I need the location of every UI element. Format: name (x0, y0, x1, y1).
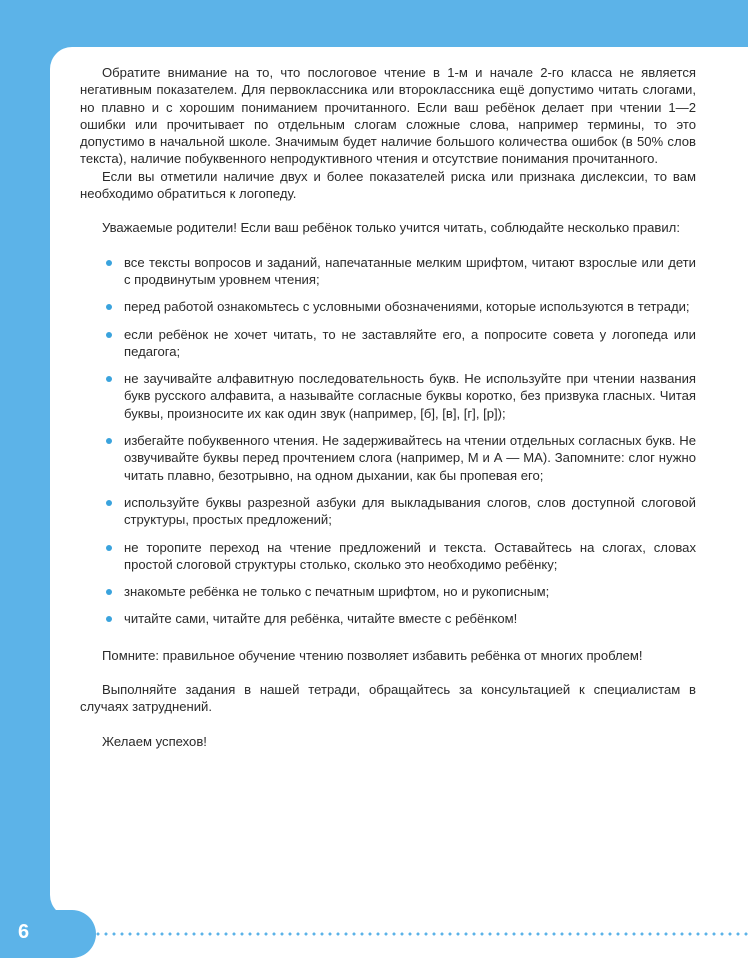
bullet-dot-icon (106, 438, 112, 444)
list-item: не заучивайте алфавитную последовательность букв. Не используйте при чтении названия букв русского алфавита, а называйте согласные буквы коротко, без призвука гласных. Читая буквы, произносите их как один звук (например, [б], [в], [г], [р]); (80, 370, 696, 422)
page-number-tab (0, 910, 96, 958)
page-number: 6 (18, 921, 30, 943)
bullet-dot-icon (106, 500, 112, 506)
rules-list (80, 254, 696, 628)
list-item: если ребёнок не хочет читать, то не заставляйте его, а попросите совета у логопеда или педагога; (80, 326, 696, 361)
page-bottom-strip (0, 910, 748, 964)
paragraph-advice: Выполняйте задания в нашей тетради, обращайтесь за консультацией к специалистам в случаях затруднений. (80, 682, 696, 715)
list-item: знакомьте ребёнка не только с печатным шрифтом, но и рукописным; (80, 583, 696, 600)
spacer (80, 638, 696, 647)
list-item: все тексты вопросов и заданий, напечатанные мелким шрифтом, читают взрослые или дети с продвинутым уровнем чтения; (80, 254, 696, 289)
list-item: не торопите переход на чтение предложений и текста. Оставайтесь на слогах, словах простой слоговой структуры столько, сколько это необходимо ребёнку; (80, 539, 696, 574)
paragraph-dear-parents: Уважаемые родители! Если ваш ребёнок только учится читать, соблюдайте несколько правил: (102, 220, 680, 236)
list-item: перед работой ознакомьтесь с условными обозначениями, которые используются в тетради; (80, 298, 696, 315)
spacer (80, 237, 696, 254)
bullet-dot-icon (106, 304, 112, 310)
paragraph-posyllabic-reading: Обратите внимание на то, что послоговое чтение в 1-м и начале 2-го класса не является негативным показателем. Для первоклассника или второклассника ещё допустимо читать слогами, но плавно и с хорошим пониманием прочитанного. Если ваш ребёнок делает при чтении 1—2 ошибки или прочитывает по отдельным слогам сложные слова, например термины, то это допустимо в начальной школе. Значимым будет наличие большого количества ошибок (в 50% слов текста), наличие побуквенного непродуктивного чтения и отсутствие понимания прочитанного. (80, 65, 696, 167)
list-item: читайте сами, читайте для ребёнка, читайте вместе с ребёнком! (80, 610, 696, 627)
list-item: используйте буквы разрезной азбуки для выкладывания слогов, слов доступной слоговой структуры, простых предложений; (80, 494, 696, 529)
paragraph-speech-therapist: Если вы отметили наличие двух и более показателей риска или признака дислексии, то вам необходимо обратиться к логопеду. (80, 168, 696, 202)
spacer (80, 202, 696, 219)
list-item: избегайте побуквенного чтения. Не задерживайтесь на чтении отдельных согласных букв. Не озвучивайте буквы перед прочтением слога (например, М и А — МА). Запомните: слог нужно читать плавно, безотрывно, на одном дыхании, как бы пропевая его; (80, 432, 696, 484)
bullet-dot-icon (106, 376, 112, 382)
dotted-footer-line (94, 932, 748, 936)
paragraph-wish: Желаем успехов! (102, 733, 207, 749)
bullet-dot-icon (106, 616, 112, 622)
paragraph-remember: Помните: правильное обучение чтению позволяет избавить ребёнка от многих проблем! (102, 647, 643, 663)
page-content (80, 64, 696, 750)
bullet-dot-icon (106, 545, 112, 551)
bullet-dot-icon (106, 589, 112, 595)
spacer (80, 664, 696, 681)
bullet-dot-icon (106, 332, 112, 338)
spacer (80, 716, 696, 733)
bullet-dot-icon (106, 260, 112, 266)
